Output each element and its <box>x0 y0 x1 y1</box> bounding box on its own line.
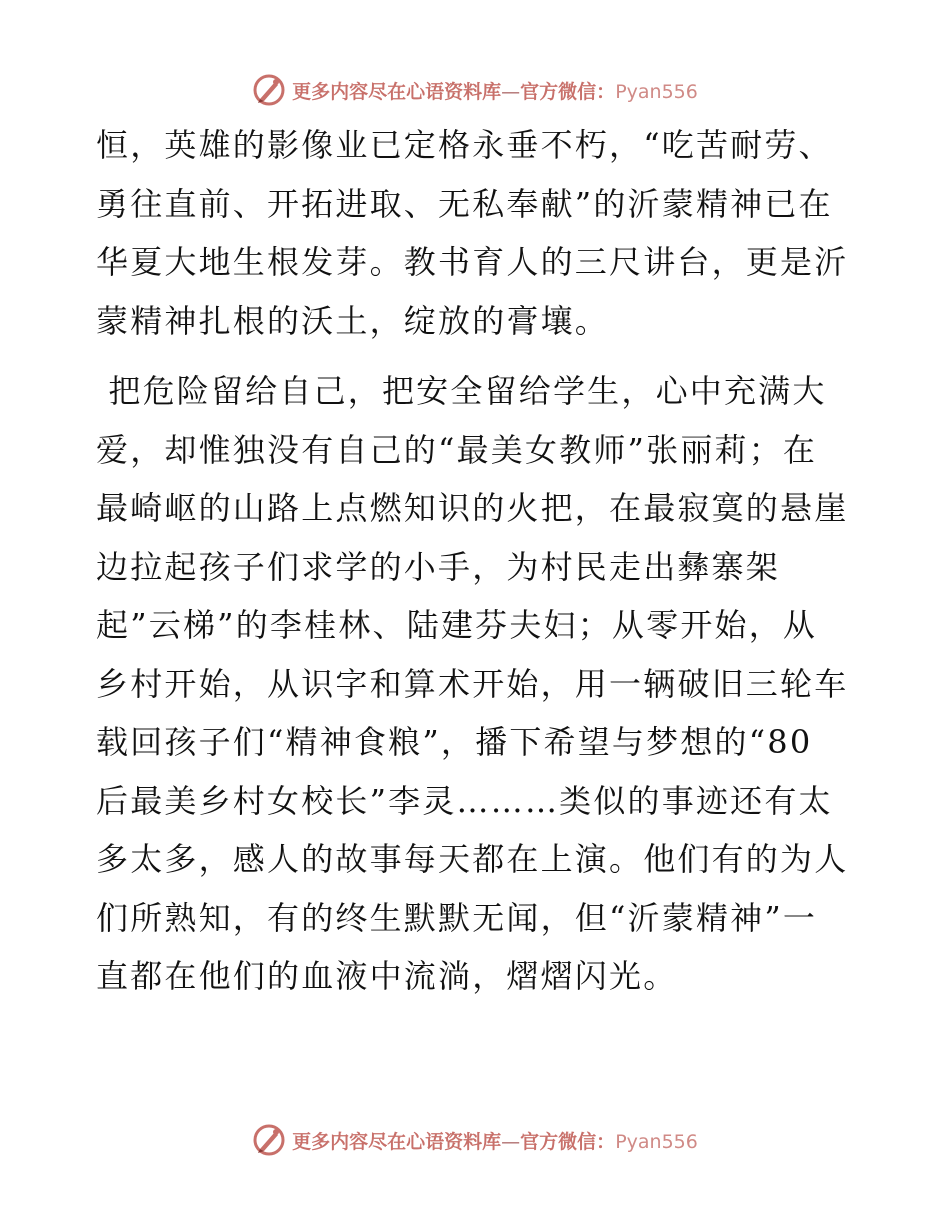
text-line: 起”云梯”的李桂林、陆建芬夫妇；从零开始，从 <box>96 606 818 644</box>
text-line: 华夏大地生根发芽。教书育人的三尺讲台，更是沂 <box>96 243 849 281</box>
text-line: 边拉起孩子们求学的小手，为村民走出彝寨架 <box>96 547 781 586</box>
footer-banner <box>0 1120 950 1160</box>
banner-wechat-label: 官方微信： <box>520 80 616 103</box>
header-banner <box>0 70 950 110</box>
banner-wechat-id: Pyan556 <box>615 1130 698 1153</box>
banner-text-group <box>292 77 698 104</box>
banner-site-name: 更多内容尽在心语资料库 <box>292 80 502 103</box>
text-line: 直都在他们的血液中流淌，熠熠闪光。 <box>96 957 678 995</box>
banner-wechat-label: 官方微信： <box>520 1130 616 1153</box>
text-line: 们所熟知，有的终生默默无闻，但“沂蒙精神”一 <box>96 898 818 937</box>
text-line: 把危险留给自己，把安全留给学生，心中充满大 <box>96 372 827 410</box>
banner-site-name: 更多内容尽在心语资料库 <box>292 1130 502 1153</box>
text-line: 最崎岖的山路上点燃知识的火把，在最寂寞的悬崖 <box>96 489 849 527</box>
banner-text-group <box>292 1127 698 1154</box>
paragraph <box>96 116 856 350</box>
pen-logo-icon <box>252 1123 286 1157</box>
banner-wechat-id: Pyan556 <box>615 80 698 103</box>
text-line: 乡村开始，从识字和算术开始，用一辆破旧三轮车 <box>96 664 849 703</box>
text-line: 多太多，感人的故事每天都在上演。他们有的为人 <box>96 840 849 878</box>
banner-separator: — <box>501 80 521 103</box>
text-line: 爱，却惟独没有自己的“最美女教师”张丽莉；在 <box>96 430 818 469</box>
text-line: 蒙精神扎根的沃土，绽放的膏壤。 <box>96 301 610 340</box>
paragraph <box>96 362 856 1006</box>
pen-logo-icon <box>252 73 286 107</box>
document-body <box>96 116 856 1006</box>
text-line: 后最美乡村女校长”李灵………类似的事迹还有太 <box>96 781 833 820</box>
text-line: 勇往直前、开拓进取、无私奉献”的沂蒙精神已在 <box>96 184 833 223</box>
text-line: 恒，英雄的影像业已定格永垂不朽，“吃苦耐劳、 <box>96 126 833 164</box>
banner-separator: — <box>501 1130 521 1153</box>
text-line: 载回孩子们“精神食粮”，播下希望与梦想的“80 <box>96 723 813 761</box>
